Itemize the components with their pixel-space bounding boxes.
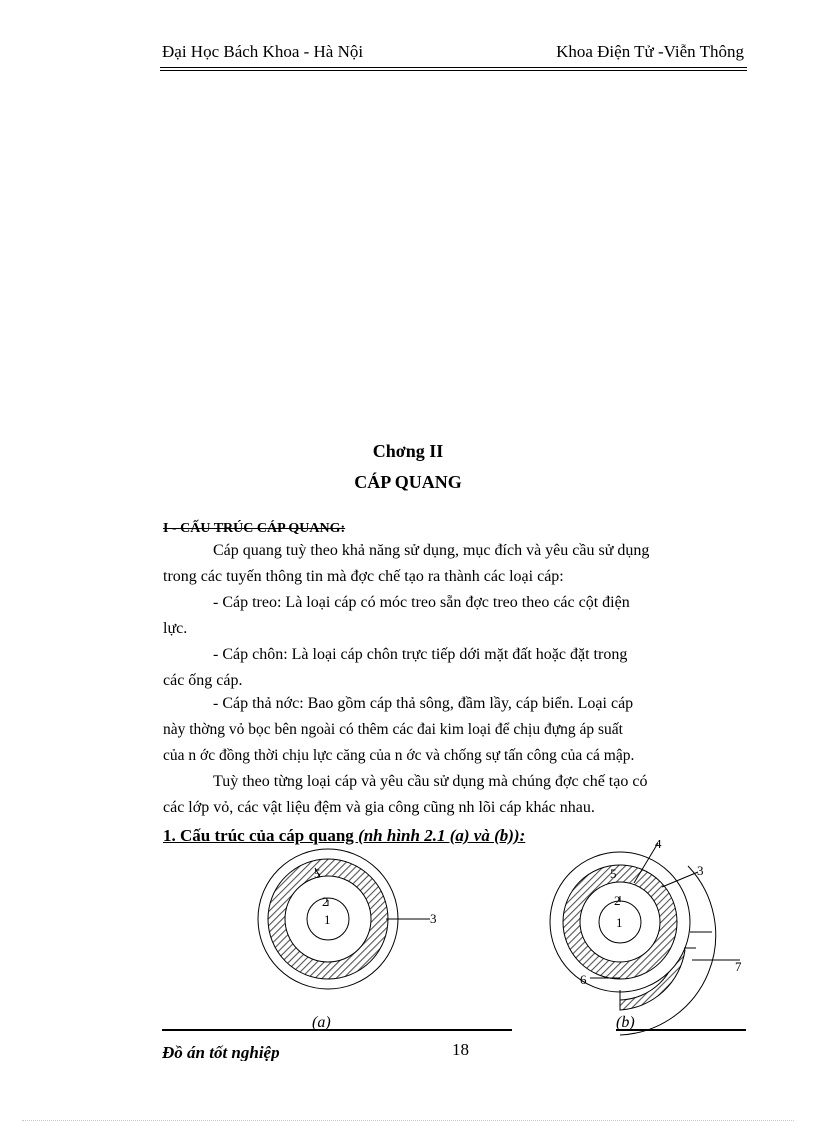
paragraph-line: này thờng vỏ bọc bên ngoài có thêm các đai kim loại để chịu đựng áp suất [163, 721, 623, 738]
page-bottom-dotted-edge [22, 1120, 794, 1121]
figure-b-callout-4: 4 [655, 840, 662, 851]
figure-a-callout-5: 5 [314, 866, 321, 881]
footer-thesis-label: Đồ án tốt nghiệp [162, 1043, 280, 1061]
header-rule-thick [160, 67, 747, 68]
paragraph-line: các ống cáp. [163, 672, 243, 689]
paragraph-line: - Cáp thả nớc: Bao gồm cáp thả sông, đầm lầy, cáp biển. Loại cáp [213, 695, 634, 712]
paragraph-line: của n ớc đồng thời chịu lực căng của n ớc và chống sự tấn công của cá mập. [163, 747, 635, 764]
paragraph-line: lực. [163, 620, 188, 637]
figure-b-callout-1: 1 [616, 915, 623, 930]
figure-b-callout-5: 5 [610, 866, 617, 881]
figure-a-callout-2: 2 [322, 894, 329, 909]
section-heading: I - CẤU TRÚC CÁP QUANG: [163, 521, 346, 536]
figure-a-callout-3: 3 [430, 911, 437, 926]
chapter-title: CÁP QUANG [354, 472, 462, 492]
header-faculty: Khoa Điện Tử -Viễn Thông [556, 42, 744, 61]
subheading-figure-ref: (nh hình 2.1 (a) và (b)): [358, 826, 526, 845]
header-rule-thin [160, 70, 747, 71]
figure-b-callout-3: 3 [697, 863, 704, 878]
figure-a-label: (a) [312, 1014, 331, 1031]
paragraph-line: trong các tuyến thông tin mà đợc chế tạo ra thành các loại cáp: [163, 568, 564, 585]
footer-rule-left [162, 1029, 512, 1031]
figure-b-label: (b) [616, 1014, 635, 1031]
subheading-main: 1. Cấu trúc của cáp quang [163, 826, 359, 845]
figure-b-cable [550, 843, 740, 1035]
figure-b-callout-7: 7 [735, 959, 742, 974]
page-number: 18 [452, 1040, 469, 1059]
paragraph-line: - Cáp chôn: Là loại cáp chôn trực tiếp dới mặt đất hoặc đặt trong [213, 646, 628, 663]
paragraph-line: các lớp vỏ, các vật liệu đệm và gia công cũng nh lõi cáp khác nhau. [163, 799, 595, 816]
figure-a-cable [258, 849, 430, 989]
paragraph-line: Tuỳ theo từng loại cáp và yêu cầu sử dụng mà chúng đợc chế tạo có [213, 773, 648, 790]
figure-a-callout-1: 1 [324, 912, 331, 927]
footer-rule-right [616, 1029, 746, 1031]
paragraph-line: Cáp quang tuỳ theo khả năng sử dụng, mục đích và yêu cầu sử dụng [213, 542, 650, 559]
paragraph-line: - Cáp treo: Là loại cáp có móc treo sẵn đợc treo theo các cột điện [213, 594, 630, 611]
chapter-number: Chơng II [372, 441, 444, 461]
figure-b-callout-2: 2 [614, 893, 621, 908]
figure-b-callout-6: 6 [580, 972, 587, 987]
header-institution: Đại Học Bách Khoa - Hà Nội [162, 42, 364, 61]
cable-cross-section-figures [0, 840, 816, 1040]
